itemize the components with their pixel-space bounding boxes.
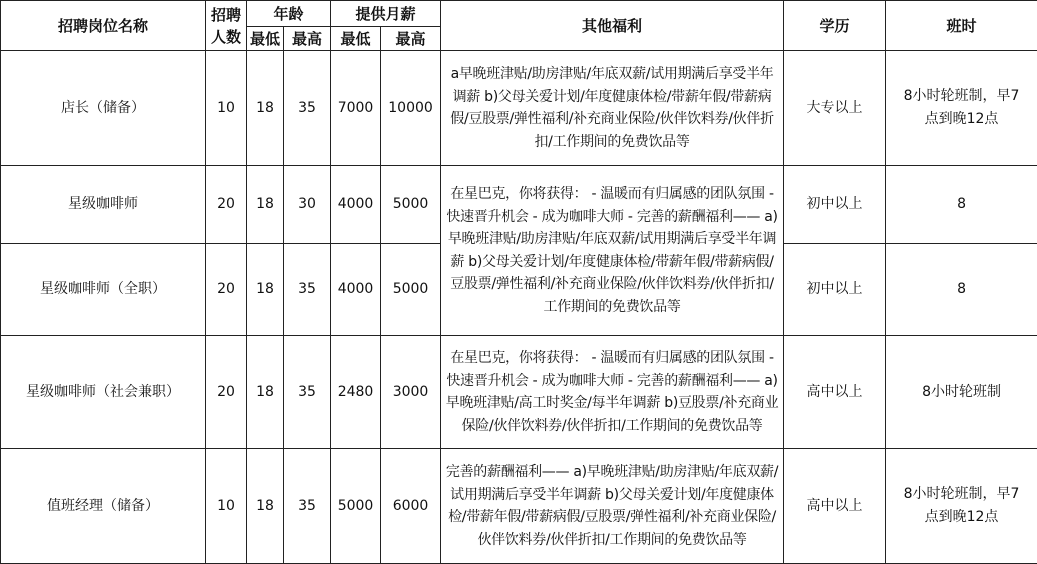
cell-age-min: 18: [247, 166, 284, 244]
header-row: [1, 1, 1037, 27]
table-row: [1, 166, 1037, 244]
cell-salary-min: 7000: [331, 51, 381, 166]
cell-count: 10: [206, 51, 247, 166]
cell-education: 大专以上: [784, 51, 886, 166]
cell-benefits: 完善的薪酬福利—— a)早晚班津贴/助房津贴/年底双薪/试用期满后享受半年调薪 b)父母关爱计划/年度健康体检/带薪年假/带薪病假/豆股票/弹性福利/补充商业保险/伙伴饮料券/伙伴折扣/工作期间的免费饮品等: [441, 449, 784, 564]
table-row: [1, 51, 1037, 166]
cell-education: 初中以上: [784, 166, 886, 244]
cell-education: 高中以上: [784, 449, 886, 564]
header-salary: 提供月薪: [331, 1, 441, 27]
header-salary-min: 最低: [331, 27, 381, 51]
cell-salary-min: 5000: [331, 449, 381, 564]
cell-age-min: 18: [247, 51, 284, 166]
cell-benefits: 在星巴克，你将获得： - 温暖而有归属感的团队氛围 - 快速晋升机会 - 成为咖啡大师 - 完善的薪酬福利—— a)早晚班津贴/助房津贴/年底双薪/试用期满后享受半年调薪 b)父母关爱计划/年度健康体检/带薪年假/带薪病假/豆股票/弹性福利/补充商业保险/伙伴饮料券/伙伴折扣/工作期间的免费饮品等: [441, 166, 784, 336]
cell-age-max: 35: [284, 244, 331, 336]
cell-shift: 8小时轮班制: [886, 336, 1037, 449]
cell-shift: 8小时轮班制，早7点到晚12点: [886, 51, 1037, 166]
cell-education: 初中以上: [784, 244, 886, 336]
header-age: 年龄: [247, 1, 331, 27]
header-benefits: 其他福利: [441, 1, 784, 51]
cell-count: 20: [206, 166, 247, 244]
header-position: 招聘岗位名称: [1, 1, 206, 51]
cell-age-min: 18: [247, 449, 284, 564]
cell-salary-max: 5000: [381, 166, 441, 244]
cell-age-max: 35: [284, 449, 331, 564]
cell-salary-max: 10000: [381, 51, 441, 166]
cell-age-max: 35: [284, 51, 331, 166]
cell-count: 20: [206, 336, 247, 449]
cell-salary-min: 4000: [331, 166, 381, 244]
cell-position: 星级咖啡师（社会兼职）: [1, 336, 206, 449]
cell-salary-min: 4000: [331, 244, 381, 336]
cell-shift: 8: [886, 244, 1037, 336]
cell-age-min: 18: [247, 336, 284, 449]
cell-count: 20: [206, 244, 247, 336]
cell-count: 10: [206, 449, 247, 564]
cell-position: 星级咖啡师: [1, 166, 206, 244]
cell-age-max: 35: [284, 336, 331, 449]
cell-position: 值班经理（储备）: [1, 449, 206, 564]
cell-benefits: 在星巴克，你将获得： - 温暖而有归属感的团队氛围 - 快速晋升机会 - 成为咖啡大师 - 完善的薪酬福利—— a)早晚班津贴/高工时奖金/每半年调薪 b)豆股票/补充商业保险/伙伴饮料券/伙伴折扣/工作期间的免费饮品等: [441, 336, 784, 449]
header-salary-max: 最高: [381, 27, 441, 51]
cell-education: 高中以上: [784, 336, 886, 449]
cell-benefits: a早晚班津贴/助房津贴/年底双薪/试用期满后享受半年调薪 b)父母关爱计划/年度健康体检/带薪年假/带薪病假/豆股票/弹性福利/补充商业保险/伙伴饮料券/伙伴折扣/工作期间的免费饮品等: [441, 51, 784, 166]
header-education: 学历: [784, 1, 886, 51]
table-row: [1, 336, 1037, 449]
cell-shift: 8小时轮班制，早7点到晚12点: [886, 449, 1037, 564]
header-age-min: 最低: [247, 27, 284, 51]
table-row: [1, 449, 1037, 564]
cell-salary-max: 3000: [381, 336, 441, 449]
cell-age-max: 30: [284, 166, 331, 244]
cell-position: 星级咖啡师（全职）: [1, 244, 206, 336]
cell-shift: 8: [886, 166, 1037, 244]
header-age-max: 最高: [284, 27, 331, 51]
header-count: 招聘人数: [206, 1, 247, 51]
cell-salary-max: 5000: [381, 244, 441, 336]
cell-salary-min: 2480: [331, 336, 381, 449]
cell-position: 店长（储备）: [1, 51, 206, 166]
cell-salary-max: 6000: [381, 449, 441, 564]
header-shift: 班时: [886, 1, 1037, 51]
cell-age-min: 18: [247, 244, 284, 336]
